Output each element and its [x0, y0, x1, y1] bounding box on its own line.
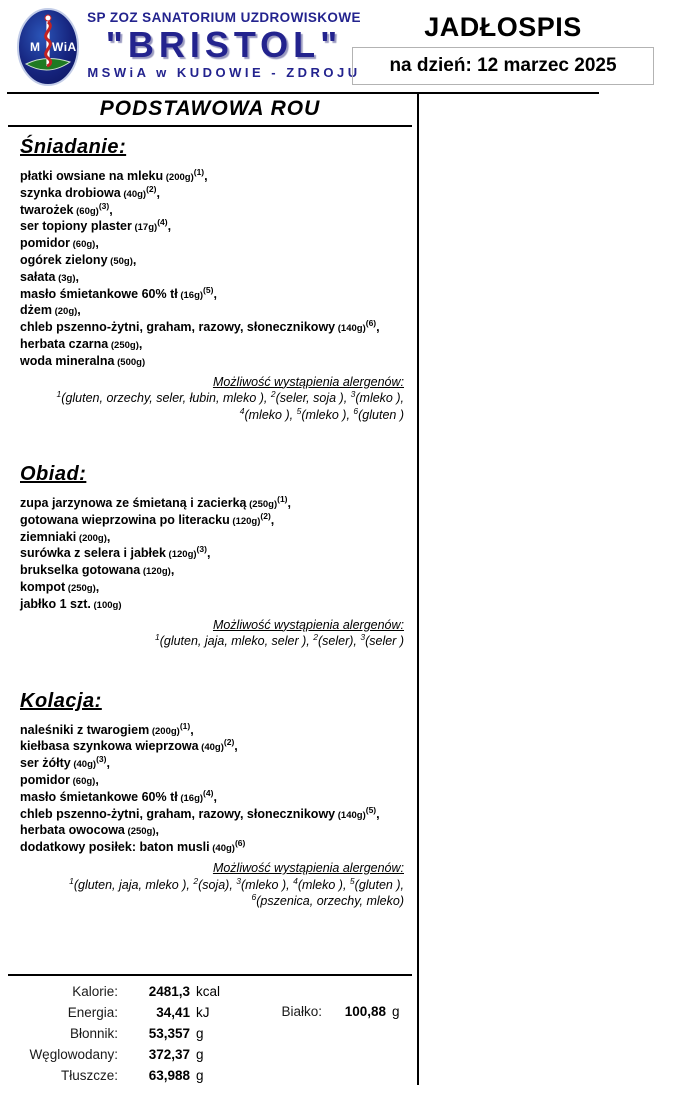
- dish-weight: (140g): [335, 809, 366, 821]
- menu-date: na dzień: 12 marzec 2025: [352, 47, 654, 85]
- item-separator: ,: [206, 546, 211, 561]
- menu-item: [20, 253, 404, 270]
- item-separator: ,: [170, 563, 175, 578]
- allergen-line: $^1$(gluten, jaja, mleko, seler ), $^2$(seler), $^3$(seler ): [154, 631, 404, 649]
- item-separator: ,: [132, 252, 137, 267]
- nutrition-label: Białko:: [281, 1004, 322, 1019]
- item-separator: ,: [270, 512, 275, 527]
- nutrition-row: [8, 1026, 412, 1047]
- dish-weight: (3g): [55, 272, 76, 284]
- item-separator: ,: [213, 286, 217, 301]
- dish-weight: (17g): [131, 222, 158, 234]
- menu-item: [20, 236, 404, 253]
- dish-weight: (120g): [229, 515, 261, 527]
- diet-title: PODSTAWOWA ROU: [99, 97, 321, 120]
- item-separator: ,: [213, 789, 217, 804]
- allergen-ref: (5): [203, 284, 214, 295]
- item-separator: ,: [95, 236, 99, 251]
- menu-item: [20, 320, 404, 337]
- nutrition-row: [8, 1068, 412, 1089]
- menu-item: [20, 840, 404, 857]
- allergen-number: 3: [350, 388, 356, 399]
- dish-name: płatki owsiane na mleku: [20, 169, 164, 183]
- dish-weight: (60g): [70, 239, 96, 251]
- allergen-number: 1: [56, 388, 62, 399]
- allergen-ref: (3): [196, 544, 207, 555]
- item-separator: ,: [77, 303, 81, 318]
- document-title-block: [352, 12, 654, 85]
- menu-item: [20, 756, 404, 773]
- dish-weight: (60g): [70, 776, 96, 788]
- menu-item: [20, 493, 404, 513]
- menu-item: [20, 284, 404, 304]
- allergen-ref: (3): [96, 754, 107, 765]
- dish-weight: (200g): [163, 172, 194, 183]
- meal-heading: Kolacja:: [20, 689, 102, 712]
- allergen-ref: (5): [365, 804, 377, 815]
- allergen-ref: (3): [98, 200, 110, 211]
- dish-name: dżem: [20, 303, 52, 318]
- menu-item: [20, 354, 404, 371]
- item-separator: ,: [106, 756, 110, 771]
- nutrition-value: 2481,3: [148, 984, 190, 999]
- menu-item: [20, 219, 404, 236]
- dish-weight: (16g): [177, 289, 204, 301]
- allergen-number: 1: [69, 875, 74, 886]
- allergen-number: 3: [360, 631, 366, 642]
- menu-item: [20, 530, 404, 547]
- diet-title-rule: [8, 125, 412, 127]
- org-type-line: SP ZOZ SANATORIUM UZDROWISKOWE: [87, 10, 361, 25]
- dish-weight: (250g): [246, 499, 278, 511]
- dish-weight: (40g): [209, 843, 235, 855]
- allergen-heading: Możliwość wystąpienia alergenów:: [212, 374, 404, 389]
- allergen-number: 5: [296, 405, 302, 416]
- dish-name: ser żółty: [20, 756, 71, 771]
- item-separator: ,: [95, 580, 100, 595]
- item-separator: ,: [95, 773, 99, 788]
- dish-name: woda mineralna: [20, 353, 115, 368]
- organization-header: [78, 10, 370, 80]
- dish-weight: (120g): [140, 566, 171, 578]
- item-separator: ,: [109, 202, 113, 217]
- item-separator: ,: [156, 185, 160, 200]
- dish-weight: (40g): [120, 188, 147, 200]
- nutrition-unit: g: [196, 1026, 204, 1041]
- allergen-number: 4: [239, 405, 245, 416]
- dish-name: jabłko 1 szt.: [20, 596, 91, 611]
- item-separator: ,: [75, 269, 79, 284]
- allergen-line: $^1$(gluten, jaja, mleko ), $^2$(soja), $^3$(mleko ), $^4$(mleko ), $^5$(gluten ),: [69, 875, 404, 892]
- dish-weight: (140g): [335, 323, 366, 335]
- allergen-heading: Możliwość wystąpienia alergenów:: [212, 861, 404, 876]
- meal-section: [20, 136, 404, 423]
- dish-name: ogórek zielony: [20, 252, 108, 267]
- dish-weight: (20g): [51, 306, 78, 318]
- org-location-line: MSWiA w KUDOWIE - ZDROJU: [87, 65, 361, 80]
- meal-section: [20, 690, 404, 910]
- allergen-ref: (4): [203, 787, 214, 798]
- dish-weight: (250g): [124, 826, 156, 838]
- allergen-block: [20, 617, 404, 650]
- dish-name: sałata: [20, 269, 56, 284]
- item-separator: ,: [106, 529, 111, 544]
- allergen-block: [20, 374, 404, 424]
- menu-item: [20, 546, 404, 563]
- allergen-number: 6: [353, 405, 359, 416]
- allergen-number: 6: [251, 891, 257, 902]
- nutrition-value: 372,37: [148, 1047, 190, 1062]
- dish-name: zupa jarzynowa ze śmietaną i zacierką: [20, 496, 247, 511]
- org-name: "BRISTOL": [105, 24, 343, 65]
- allergen-ref: (6): [365, 318, 377, 329]
- dish-name: herbata owocowa: [20, 823, 125, 838]
- menu-item: [20, 804, 404, 824]
- item-separator: ,: [287, 496, 291, 511]
- menu-item: [20, 183, 404, 203]
- dish-name: kiełbasa szynkowa wieprzowa: [20, 739, 199, 754]
- item-separator: ,: [204, 169, 208, 183]
- allergen-ref: (6): [234, 838, 246, 849]
- menu-item: [20, 166, 404, 186]
- dish-weight: (50g): [107, 255, 133, 267]
- item-separator: ,: [190, 722, 194, 737]
- nutrition-value: 100,88: [344, 1004, 386, 1019]
- allergen-number: 2: [193, 875, 199, 886]
- dish-name: gotowana wieprzowina po literacku: [20, 512, 230, 527]
- allergen-ref: (1): [193, 166, 205, 177]
- meal-item-list: [20, 166, 404, 371]
- dish-name: naleśniki z twarogiem: [20, 722, 150, 737]
- nutrition-row: [8, 1047, 412, 1068]
- allergen-ref: (4): [157, 217, 168, 228]
- allergen-line: $^6$(pszenica, orzechy, mleko): [251, 891, 404, 909]
- meal-section: [20, 463, 404, 650]
- dish-weight: (250g): [65, 583, 96, 595]
- nutrition-label: Kalorie:: [72, 984, 118, 999]
- dish-weight: (200g): [76, 532, 107, 544]
- dish-weight: (120g): [165, 549, 197, 561]
- dish-weight: (200g): [149, 725, 180, 737]
- allergen-ref: (1): [179, 720, 191, 731]
- item-separator: ,: [138, 336, 143, 351]
- dish-weight: (60g): [73, 205, 99, 217]
- mswia-emblem-icon: [16, 7, 80, 87]
- dish-name: twarożek: [20, 202, 74, 217]
- menu-item: [20, 597, 404, 614]
- meal-item-list: [20, 720, 404, 857]
- meal-sections: [8, 136, 412, 910]
- dish-name: kompot: [20, 580, 66, 595]
- allergen-ref: (2): [146, 183, 157, 194]
- dish-name: pomidor: [20, 773, 70, 788]
- menu-item: [20, 337, 404, 354]
- dish-weight: (40g): [198, 742, 224, 754]
- item-separator: ,: [234, 739, 238, 754]
- allergen-line: $^1$(gluten, orzechy, seler, łubin, mleko ), $^2$(seler, soja ), $^3$(mleko ),: [56, 388, 404, 406]
- dish-weight: (500g): [114, 356, 146, 368]
- column-divider: [417, 94, 419, 1085]
- meal-heading: Śniadanie:: [20, 136, 127, 158]
- allergen-number: 2: [313, 631, 318, 642]
- dish-weight: (100g): [90, 599, 122, 611]
- menu-item: [20, 303, 404, 320]
- dish-name: ziemniaki: [20, 529, 77, 544]
- allergen-number: 2: [270, 388, 276, 399]
- allergen-block: [20, 860, 404, 910]
- menu-item: [20, 510, 404, 530]
- nutrition-label: Błonnik:: [69, 1026, 118, 1041]
- nutrition-row: [8, 984, 412, 1005]
- dish-name: masło śmietankowe 60% tł: [20, 789, 178, 804]
- nutrition-summary: [8, 974, 412, 1089]
- dish-weight: (40g): [70, 759, 97, 771]
- protein-row: [264, 1004, 400, 1019]
- nutrition-label: Energia:: [67, 1005, 118, 1020]
- nutrition-value: 34,41: [156, 1005, 190, 1020]
- nutrition-unit: kJ: [196, 1005, 210, 1020]
- dish-name: ser topiony plaster: [20, 219, 132, 234]
- dish-name: dodatkowy posiłek: baton musli: [20, 840, 210, 855]
- menu-content: [8, 94, 412, 910]
- dish-name: herbata czarna: [20, 336, 109, 351]
- allergen-ref: (2): [260, 510, 271, 521]
- nutrition-value: 53,357: [148, 1026, 190, 1041]
- item-separator: ,: [155, 823, 159, 838]
- menu-item: [20, 739, 404, 756]
- allergen-ref: (1): [277, 493, 288, 504]
- dish-weight: (250g): [108, 339, 139, 351]
- dish-name: chleb pszenno-żytni, graham, razowy, słonecznikowy: [20, 320, 336, 335]
- nutrition-unit: g: [196, 1047, 204, 1062]
- allergen-number: 5: [349, 875, 355, 886]
- dish-name: szynka drobiowa: [20, 185, 121, 200]
- menu-item: [20, 200, 404, 220]
- nutrition-rule: [8, 974, 412, 976]
- nutrition-label: Węglowodany:: [29, 1047, 118, 1062]
- document-title: JADŁOSPIS: [424, 12, 582, 42]
- item-separator: ,: [376, 320, 380, 335]
- nutrition-unit: kcal: [196, 984, 221, 999]
- dish-name: brukselka gotowana: [20, 563, 141, 578]
- nutrition-unit: g: [196, 1068, 204, 1083]
- dish-name: pomidor: [20, 236, 70, 251]
- svg-text:WiA: WiA: [52, 40, 77, 54]
- dish-name: chleb pszenno-żytni, graham, razowy, słonecznikowy: [20, 806, 336, 821]
- nutrition-rows: [8, 984, 412, 1089]
- allergen-number: 3: [236, 875, 241, 886]
- nutrition-value: 63,988: [148, 1068, 190, 1083]
- allergen-number: 4: [293, 875, 298, 886]
- nutrition-unit: g: [392, 1004, 400, 1019]
- dish-name: masło śmietankowe 60% tł: [20, 286, 178, 301]
- item-separator: ,: [167, 219, 172, 234]
- allergen-heading: Możliwość wystąpienia alergenów:: [212, 617, 404, 632]
- sanatorium-logo: [16, 7, 80, 87]
- menu-item: [20, 563, 404, 580]
- allergen-number: 1: [154, 631, 160, 642]
- allergen-line: $^4$(mleko ), $^5$(mleko ), $^6$(gluten ): [239, 405, 404, 422]
- menu-item: [20, 580, 404, 597]
- item-separator: ,: [376, 806, 380, 821]
- menu-item: [20, 823, 404, 840]
- logo-text: M: [30, 40, 41, 54]
- dish-name: surówka z selera i jabłek: [20, 546, 166, 561]
- nutrition-label: Tłuszcze:: [60, 1068, 118, 1083]
- allergen-ref: (2): [223, 737, 235, 748]
- menu-item: [20, 787, 404, 807]
- meal-item-list: [20, 493, 404, 614]
- meal-heading: Obiad:: [20, 463, 87, 486]
- menu-item: [20, 720, 404, 740]
- dish-weight: (16g): [177, 792, 204, 804]
